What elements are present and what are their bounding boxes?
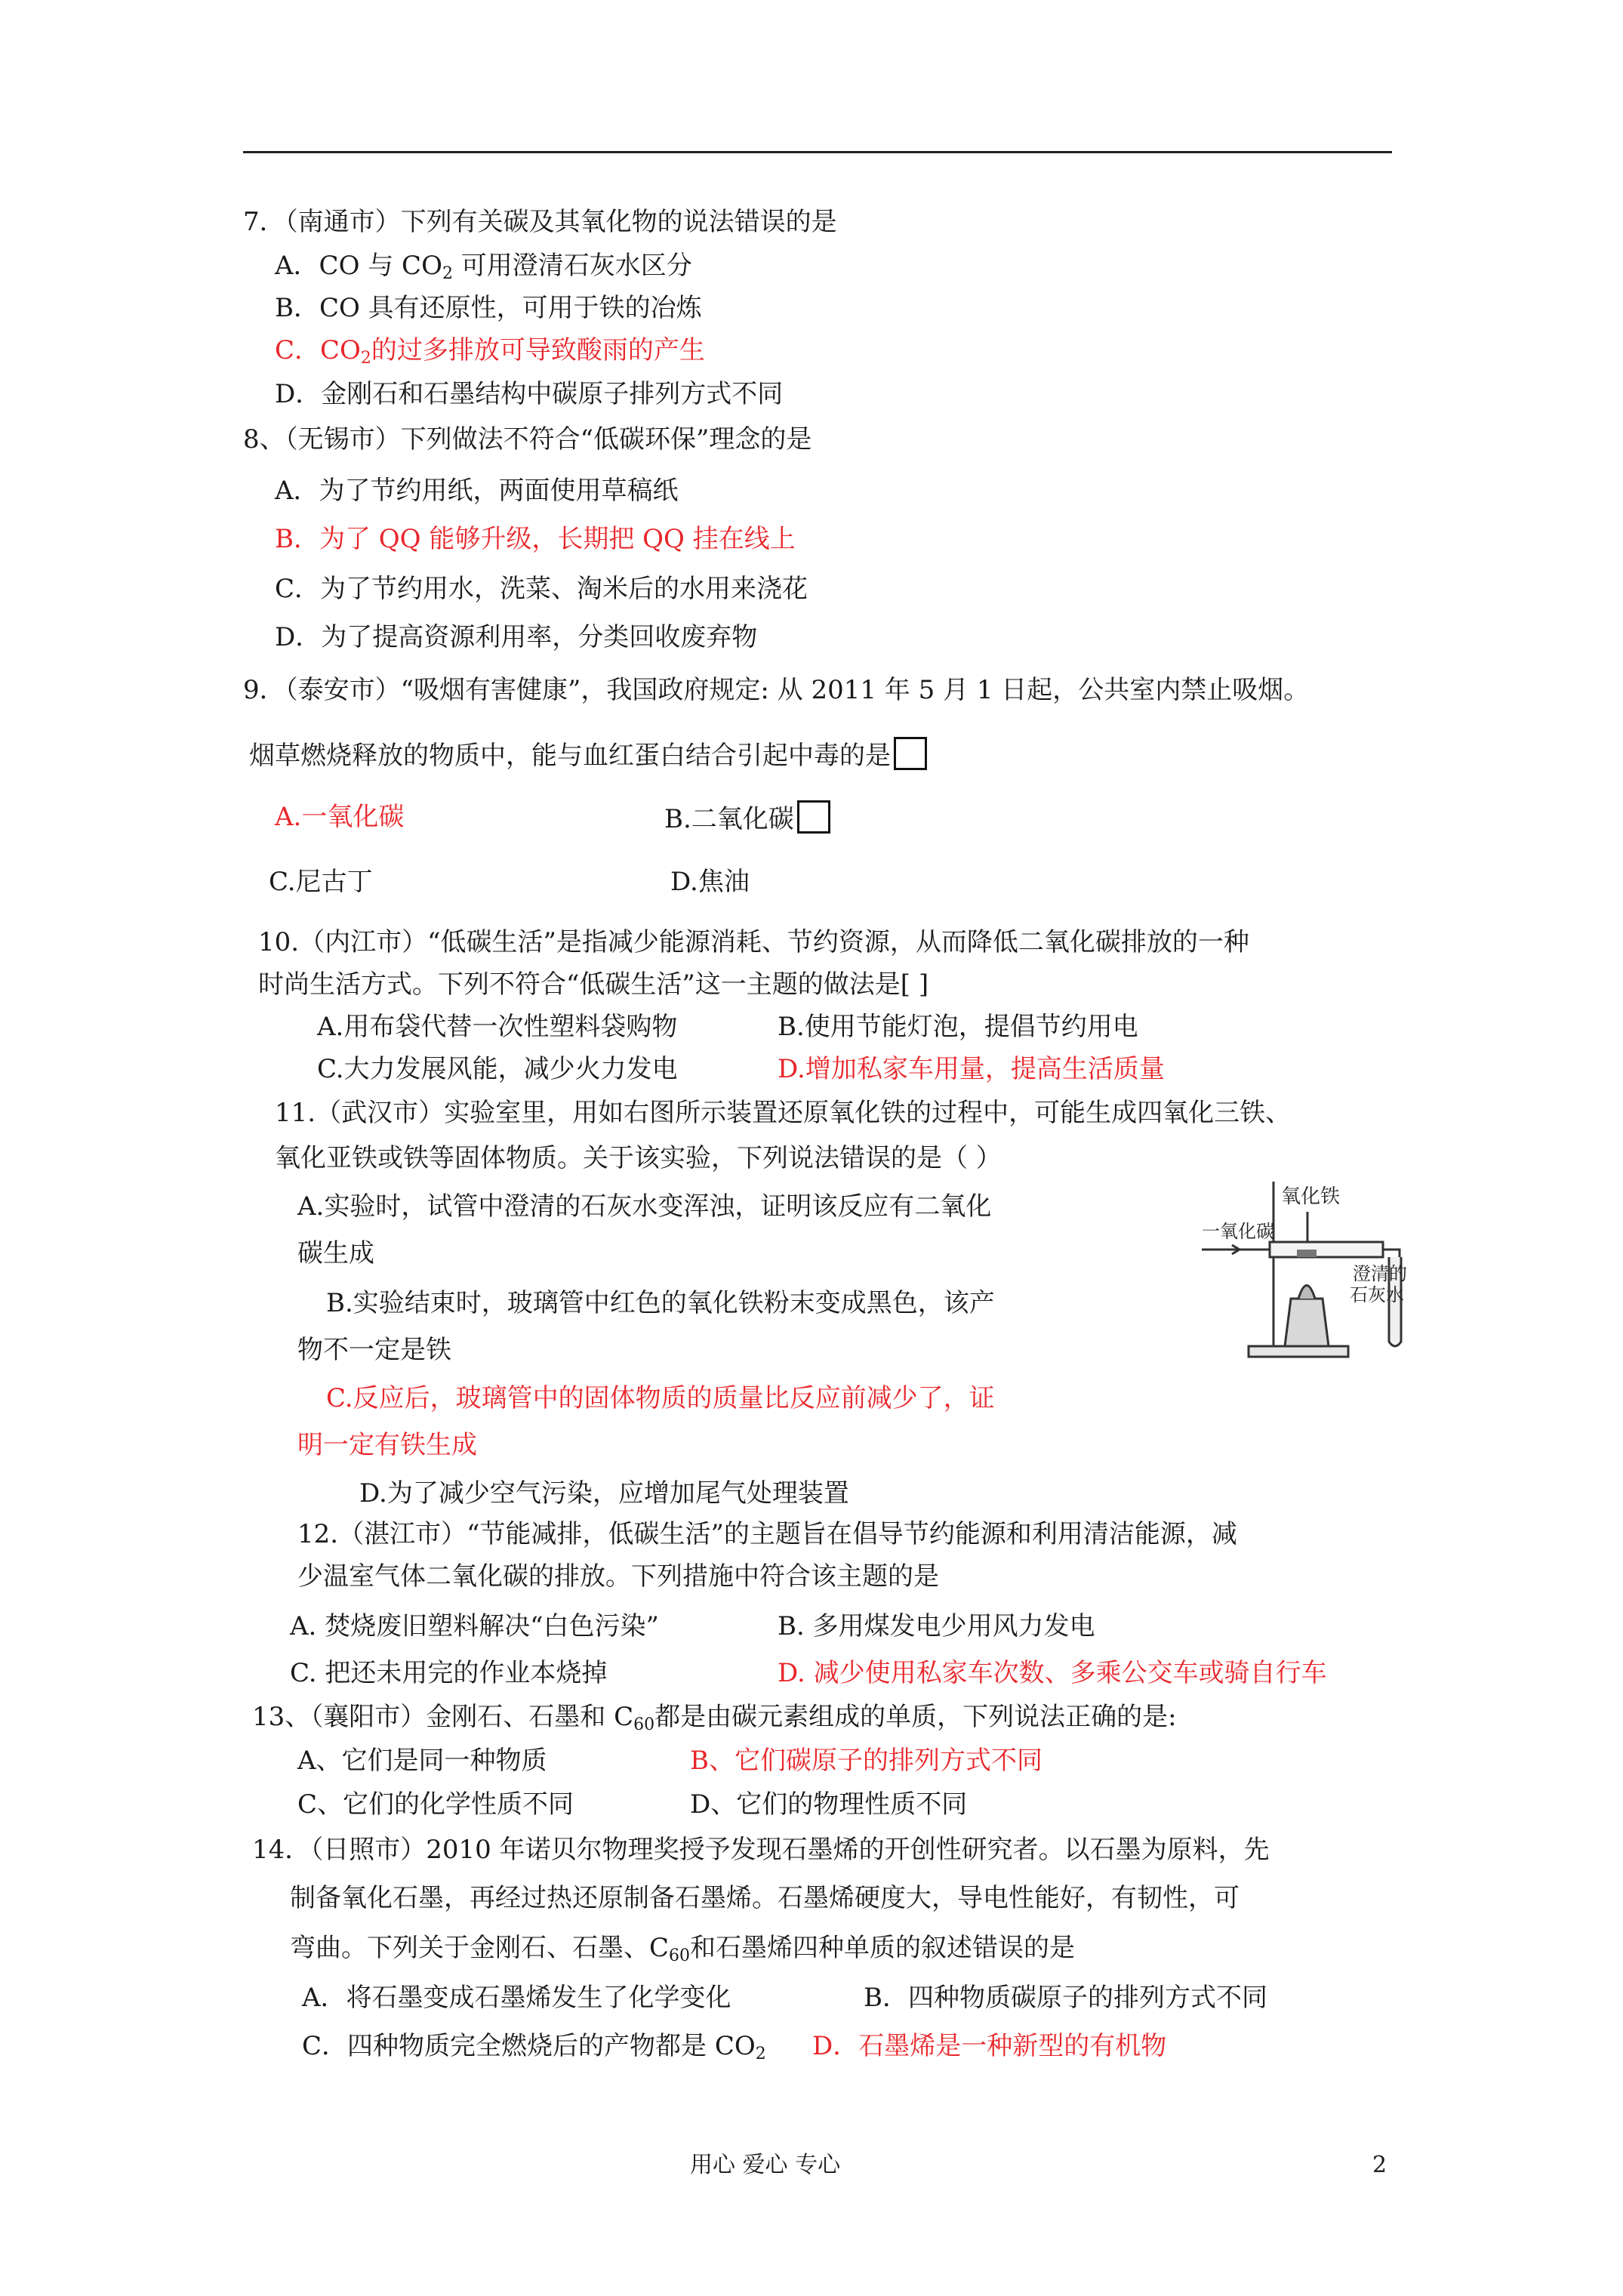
flame: [1298, 1286, 1315, 1299]
q7-option-c: C．$CO_2$的过多排放可导致酸雨的产生: [275, 335, 705, 368]
q12-stem-line2: 少温室气体二氧化碳的排放。下列措施中符合该主题的是: [297, 1561, 939, 1592]
glass-tube: [1270, 1242, 1383, 1257]
powder: [1297, 1250, 1317, 1257]
alcohol-lamp: [1285, 1299, 1329, 1346]
q11-option-c-line2: 明一定有铁生成: [297, 1430, 477, 1460]
q9-option-a: A.一氧化碳: [275, 802, 405, 832]
answer-box: [894, 737, 927, 770]
q11-option-b-line1: B.实验结束时，玻璃管中红色的氧化铁粉末变成黑色，该产: [326, 1288, 995, 1318]
q9-option-c: C.尼古丁: [269, 867, 373, 897]
q12-option-a: A. 焚烧废旧塑料解决“白色污染”: [290, 1611, 659, 1641]
q10-stem-line2: 时尚生活方式。下列不符合“低碳生活”这一主题的做法是[ ]: [258, 969, 929, 1000]
q12-stem-line1: 12.（湛江市）“节能减排，低碳生活”的主题旨在倡导节约能源和利用清洁能源，减: [297, 1519, 1237, 1549]
label-limewater-2: 石灰水: [1350, 1284, 1404, 1305]
q10-stem-line1: 10.（内江市）“低碳生活”是指减少能源消耗、节约资源，从而降低二氧化碳排放的一种: [258, 927, 1249, 957]
header-rule: [243, 151, 1392, 153]
q8-option-a: A．为了节约用纸，两面使用草稿纸: [275, 476, 679, 506]
q11-option-a-line2: 碳生成: [297, 1238, 374, 1268]
footer-motto: 用心 爱心 专心: [690, 2152, 841, 2178]
q9-option-b: B.二氧化碳: [664, 800, 830, 836]
q14-option-d: D．石墨烯是一种新型的有机物: [812, 2031, 1167, 2061]
q11-stem-line2: 氧化亚铁或铁等固体物质。关于该实验，下列说法错误的是（ ）: [275, 1143, 1002, 1173]
q12-option-d: D. 减少使用私家车次数、多乘公交车或骑自行车: [778, 1658, 1327, 1688]
q13-option-d: D、它们的物理性质不同: [690, 1789, 968, 1820]
q10-option-b: B.使用节能灯泡，提倡节约用电: [778, 1012, 1138, 1042]
q8-stem: 8、（无锡市）下列做法不符合“低碳环保”理念的是: [243, 424, 812, 455]
q14-stem-line1: 14．（日照市）2010 年诺贝尔物理奖授予发现石墨烯的开创性研究者。以石墨为原料，先: [252, 1835, 1270, 1865]
label-co: 一氧化碳: [1202, 1221, 1274, 1242]
q9-stem-line2: 烟草燃烧释放的物质中，能与血红蛋白结合引起中毒的是: [249, 737, 927, 772]
q11-option-d: D.为了减少空气污染，应增加尾气处理装置: [359, 1478, 849, 1509]
stand-base: [1249, 1346, 1348, 1357]
label-limewater-1: 澄清的: [1353, 1263, 1407, 1284]
q14-stem-line2: 制备氧化石墨，再经过热还原制备石墨烯。石墨烯硬度大，导电性能好，有韧性，可: [290, 1883, 1240, 1913]
apparatus-figure: [1202, 1166, 1428, 1393]
q8-option-c: C．为了节约用水，洗菜、淘米后的水用来浇花: [275, 574, 808, 604]
q14-option-b: B．四种物质碳原子的排列方式不同: [864, 1983, 1267, 2013]
q14-option-c: C．四种物质完全燃烧后的产物都是 $CO_2$: [302, 2031, 766, 2063]
q10-option-c: C.大力发展风能，减少火力发电: [317, 1054, 678, 1084]
label-fe2o3: 氧化铁: [1281, 1185, 1341, 1208]
q9-option-d: D.焦油: [670, 867, 750, 897]
q8-option-d: D．为了提高资源利用率，分类回收废弃物: [275, 622, 758, 652]
q7-stem: 7．（南通市）下列有关碳及其氧化物的说法错误的是: [243, 207, 837, 237]
q7-option-b: B．CO 具有还原性，可用于铁的冶炼: [275, 293, 702, 323]
q13-option-b: B、它们碳原子的排列方式不同: [690, 1746, 1042, 1776]
q12-option-c: C. 把还未用完的作业本烧掉: [290, 1658, 608, 1688]
q12-option-b: B. 多用煤发电少用风力发电: [778, 1611, 1095, 1641]
q11-stem-line1: 11.（武汉市）实验室里，用如右图所示装置还原氧化铁的过程中，可能生成四氧化三铁、: [275, 1098, 1292, 1128]
page-number: 2: [1372, 2152, 1387, 2178]
q7-option-d: D．金刚石和石墨结构中碳原子排列方式不同: [275, 379, 784, 409]
q7-option-a: A．CO 与 $CO_2$ 可用澄清石灰水区分: [275, 251, 692, 283]
q13-option-a: A、它们是同一种物质: [297, 1746, 547, 1776]
q13-stem: 13、（襄阳市）金刚石、石墨和 $C_{60}$都是由碳元素组成的单质，下列说法正确的是:: [252, 1702, 1177, 1734]
q13-option-c: C、它们的化学性质不同: [297, 1789, 574, 1820]
q9-stem-line1: 9．（泰安市）“吸烟有害健康”，我国政府规定: 从 2011 年 5 月 1 日起，公共室内禁止吸烟。: [243, 675, 1310, 705]
q11-option-b-line2: 物不一定是铁: [297, 1335, 451, 1365]
q8-option-b: B．为了 QQ 能够升级，长期把 QQ 挂在线上: [275, 524, 796, 554]
answer-box: [797, 800, 830, 834]
q14-option-a: A．将石墨变成石墨烯发生了化学变化: [302, 1983, 731, 2013]
q11-option-a-line1: A.实验时，试管中澄清的石灰水变浑浊，证明该反应有二氧化: [297, 1191, 992, 1222]
q10-option-d: D.增加私家车用量，提高生活质量: [778, 1054, 1165, 1084]
q11-option-c-line1: C.反应后，玻璃管中的固体物质的质量比反应前减少了，证: [326, 1383, 995, 1413]
q10-option-a: A.用布袋代替一次性塑料袋购物: [317, 1012, 678, 1042]
q14-stem-line3: 弯曲。下列关于金刚石、石墨、$C_{60}$和石墨烯四种单质的叙述错误的是: [290, 1933, 1076, 1965]
